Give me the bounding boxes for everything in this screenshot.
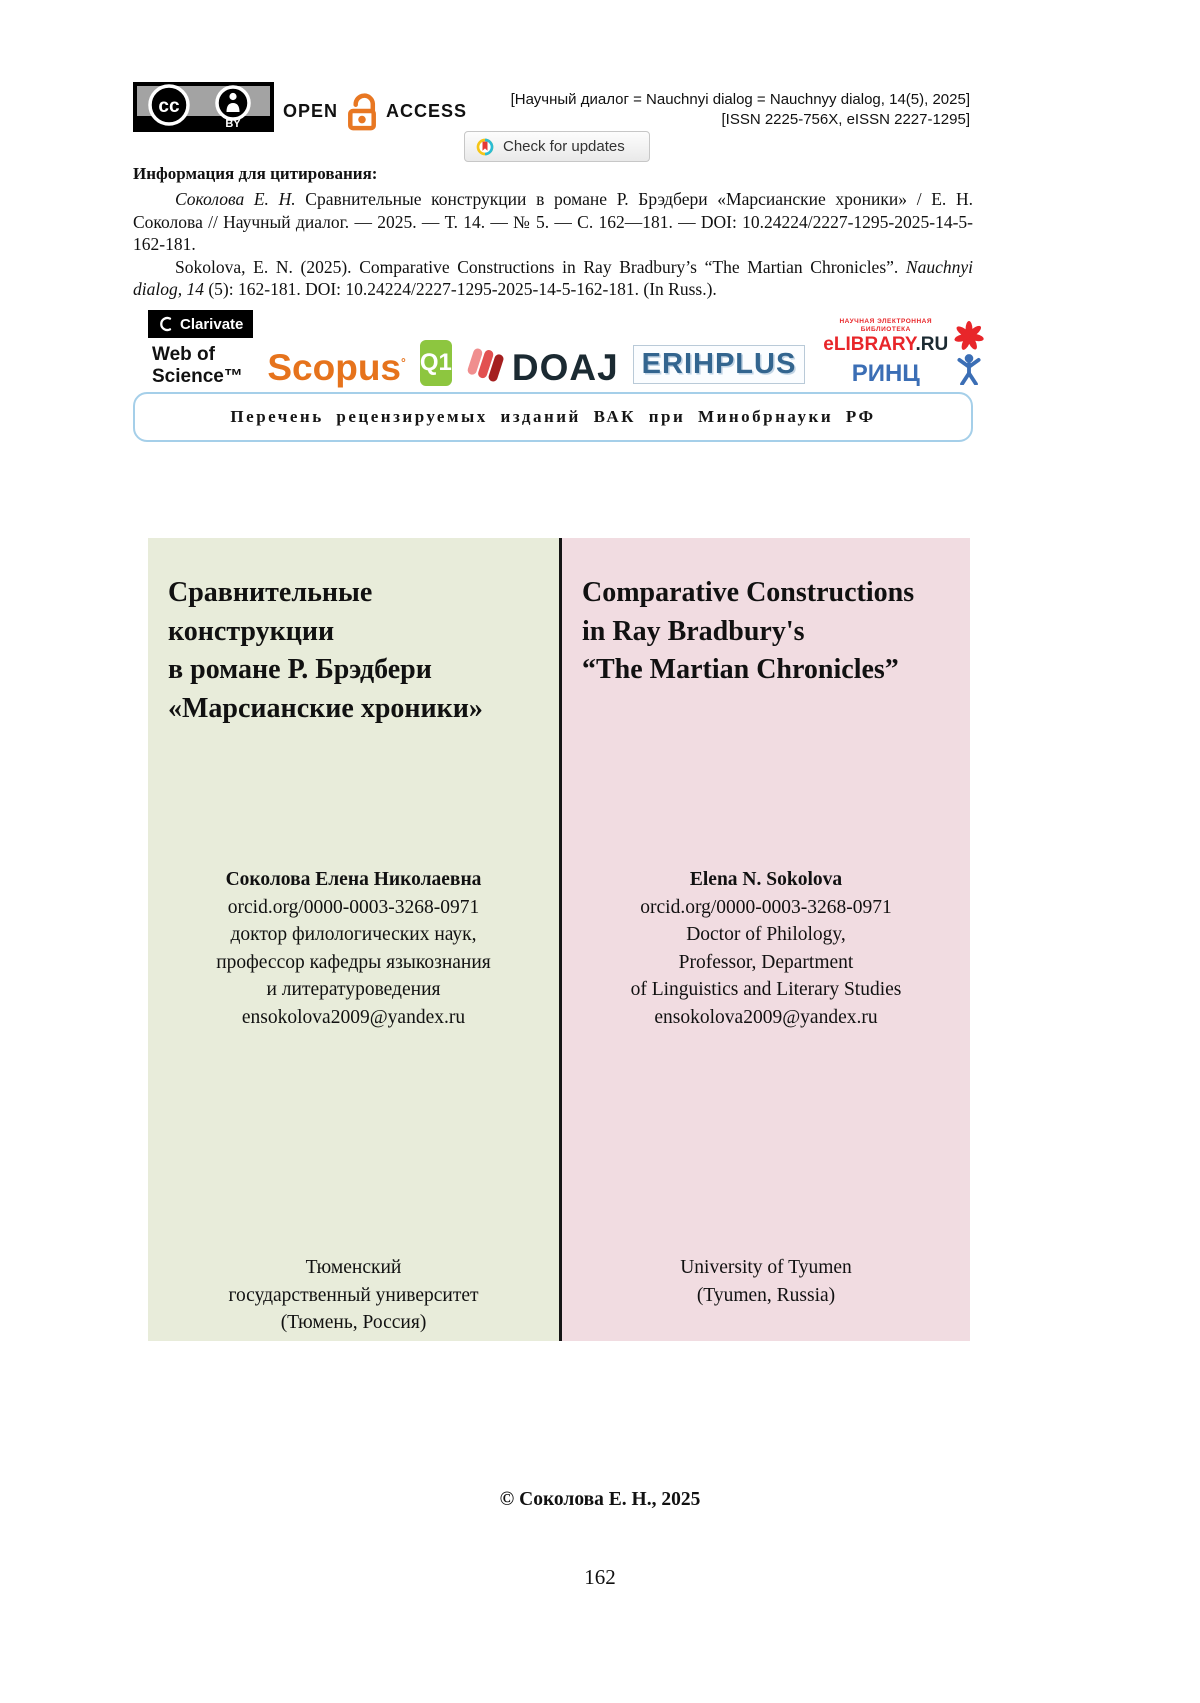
author-details-en: Doctor of Philology, Professor, Department of Linguistics and Literary Studies	[630, 924, 902, 1000]
elibrary-rinc-logo[interactable]	[823, 318, 984, 388]
journal-info-line: [Научный диалог = Nauchnyi dialog = Nauchnyy dialog, 14(5), 2025]	[510, 91, 970, 108]
citation-en-journal: Nauchnyi dialog, 14	[133, 256, 973, 299]
doaj-label: DOAJ	[511, 347, 619, 388]
clarivate-label: Clarivate	[180, 315, 244, 333]
web-of-science-logo[interactable]	[148, 310, 253, 388]
copyright-line: © Соколова Е. Н., 2025	[499, 1489, 701, 1510]
elibrary-label	[823, 334, 948, 356]
doaj-leaves-icon	[466, 344, 508, 386]
citation-ru-text: Сравнительные конструкции в романе Р. Брэдбери «Марсианские хроники» / Е. Н. Соколова // Научный диалог. — 2025. — Т. 14. — № 5. — С. 162—181. — DOI: 10.24224/2227-1295-2025-14-5-162-181.	[133, 189, 973, 254]
clarivate-logo	[148, 310, 253, 338]
indexing-logos-row	[148, 316, 978, 388]
erihplus-label: ERIHPLUS	[641, 348, 797, 380]
clarivate-icon	[158, 316, 174, 332]
vak-list-text: Перечень рецензируемых изданий ВАК при Минобрнауки РФ	[230, 407, 876, 426]
article-title-ru: Сравнительные конструкции в романе Р. Брэдбери «Марсианские хроники»	[168, 577, 483, 724]
russian-column	[148, 538, 559, 1341]
affiliation-ru: Тюменский государственный университет (Тюмень, Россия)	[228, 1257, 479, 1333]
author-orcid-en: orcid.org/0000-0003-3268-0971	[640, 896, 892, 918]
open-label: OPEN	[283, 100, 339, 121]
author-name-ru: Соколова Елена Николаевна	[225, 869, 482, 890]
author-block-en	[562, 866, 970, 1031]
rinc-label: РИНЦ	[851, 360, 920, 387]
affiliation-en: University of Tyumen (Tyumen, Russia)	[680, 1257, 852, 1306]
title-columns	[148, 538, 970, 1341]
author-block-ru	[148, 866, 559, 1031]
q1-badge	[420, 340, 452, 386]
author-name-en: Elena N. Sokolova	[689, 869, 843, 890]
rinc-person-icon	[955, 353, 983, 385]
svg-text:cc: cc	[158, 96, 180, 117]
elibrary-ru-part: .RU	[915, 334, 949, 355]
web-of-science-label: Web of Science™	[152, 344, 243, 387]
citation-en-prefix: Sokolova, E. N. (2025). Comparative Constructions in Ray Bradbury’s “The Martian Chronicles”.	[175, 256, 906, 277]
citation-english	[133, 256, 973, 301]
author-details-ru: доктор филологических наук, профессор кафедры языкознания и литературоведения	[216, 924, 491, 1000]
access-label: ACCESS	[386, 100, 468, 121]
citation-en-suffix: (5): 162-181. DOI: 10.24224/2227-1295-2025-14-5-162-181. (In Russ.).	[203, 279, 717, 299]
author-email-en: ensokolova2009@yandex.ru	[654, 1006, 878, 1028]
q1-label: Q1	[419, 349, 452, 376]
erihplus-logo[interactable]	[633, 345, 806, 384]
issn-line: [ISSN 2225-756X, eISSN 2227-1295]	[721, 111, 970, 128]
scopus-label: Scopus	[267, 347, 402, 388]
doaj-logo[interactable]	[466, 344, 619, 388]
journal-header-info	[250, 90, 970, 130]
citation-ru-author: Соколова Е. Н.	[175, 189, 296, 209]
english-column	[559, 538, 970, 1341]
crossmark-icon	[475, 137, 495, 157]
check-for-updates-label: Check for updates	[503, 138, 625, 155]
elibrary-flower-icon	[954, 321, 984, 351]
elibrary-caption: НАУЧНАЯ ЭЛЕКТРОННАЯ БИБЛИОТЕКА	[839, 318, 933, 333]
citation-heading: Информация для цитирования:	[133, 164, 378, 183]
citation-block	[133, 164, 973, 301]
citation-russian	[133, 188, 973, 256]
page-number: 162	[584, 1565, 616, 1589]
scopus-logo[interactable]: Scopus°	[267, 347, 406, 388]
article-title-en: Comparative Constructions in Ray Bradbury's “The Martian Chronicles”	[582, 577, 915, 685]
author-orcid-ru: orcid.org/0000-0003-3268-0971	[227, 896, 480, 918]
elibrary-red-part: eLIBRARY	[823, 334, 916, 355]
author-email-ru: ensokolova2009@yandex.ru	[241, 1006, 466, 1028]
svg-text:BY: BY	[225, 118, 241, 130]
check-for-updates-button[interactable]	[464, 131, 650, 162]
vak-list-box	[133, 392, 973, 442]
